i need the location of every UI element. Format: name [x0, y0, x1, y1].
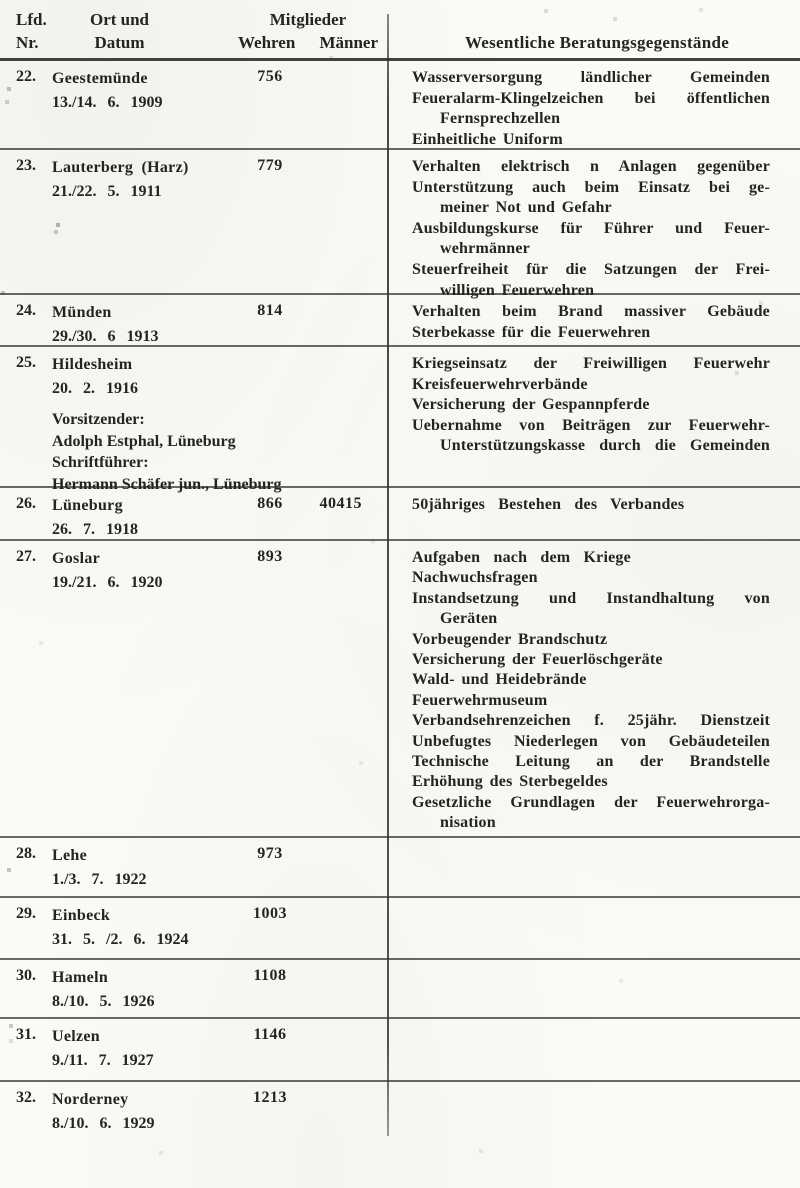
header-mitglieder-label: Mitglieder [269, 10, 347, 29]
place-date-cell [52, 1088, 374, 1135]
place-date-cell [52, 301, 374, 348]
place-name: Lüneburg [52, 497, 123, 514]
meeting-date: 9./11. 7. 1927 [52, 1051, 154, 1069]
meeting-date: 13./14. 6. 1909 [52, 93, 163, 111]
wehren-count: 1108 [253, 967, 287, 984]
header-mitglieder [238, 8, 378, 54]
header-wehren-label: Wehren [238, 33, 296, 52]
header-ort-line1: Ort und [89, 10, 150, 29]
header-lfd-nr [16, 8, 47, 54]
topics-cell [412, 157, 770, 301]
place-name: Goslar [52, 550, 101, 567]
topic-line: Technische Leitung an der Brandstelle [412, 753, 770, 771]
place-date-cell [52, 547, 374, 594]
topic-line: Einheitliche Uniform [412, 130, 563, 148]
row-number: 23. [16, 157, 36, 174]
wehren-count: 756 [257, 68, 283, 85]
topic-line: Versicherung der Feuerlöschgeräte [412, 651, 663, 669]
place-name: Geestemünde [52, 70, 148, 87]
official-line: Schriftführer: [52, 454, 149, 471]
topic-line: Ausbildungskurse für Führer und Feuer- [412, 219, 770, 237]
topic-line: Unbefugtes Niederlegen von Gebäudeteilen [412, 732, 770, 750]
topic-line: Feuerwehrmuseum [412, 691, 548, 709]
topic-line: meiner Not und Gefahr [440, 199, 612, 217]
place-date-cell [52, 966, 374, 1013]
header-beratungsgegenstaende: Wesentliche Beratungsgegenstände [464, 33, 730, 52]
meeting-date: 20. 2. 1916 [52, 379, 138, 397]
table-body [0, 61, 800, 1188]
place-date-cell [52, 156, 374, 203]
meeting-date: 21./22. 5. 1911 [52, 182, 162, 200]
place-name: Lehe [52, 847, 87, 864]
table-row [0, 295, 800, 347]
topics-cell [412, 548, 770, 834]
topic-line: Fernsprechzellen [440, 110, 561, 128]
topic-line: Kreisfeuerwehrverbände [412, 375, 588, 393]
meeting-date: 1./3. 7. 1922 [52, 870, 147, 888]
topic-line: nisation [440, 814, 496, 832]
place-name: Uelzen [52, 1028, 101, 1045]
wehren-count: 1213 [253, 1089, 287, 1106]
topic-line: Feueralarm-Klingelzeichen bei öffentlichen [412, 89, 770, 107]
topic-line: Unterstützung auch beim Einsatz bei ge- [412, 178, 770, 196]
table-row [0, 347, 800, 493]
place-name: Einbeck [52, 907, 111, 924]
row-number: 27. [16, 548, 36, 565]
topic-line: Geräten [440, 610, 498, 628]
table-row [0, 1082, 800, 1188]
wehren-count: 973 [257, 845, 283, 862]
place-date-cell [52, 67, 374, 114]
place-date-cell [52, 844, 374, 891]
topic-line: Wasserversorgung ländlicher Gemeinden [412, 69, 770, 86]
topic-line: Unterstützungskasse durch die Gemeinden [440, 437, 770, 455]
topics-cell [412, 68, 770, 150]
table-row [0, 838, 800, 898]
meeting-date: 8./10. 5. 1926 [52, 992, 155, 1010]
table-row [0, 61, 800, 150]
row-number: 24. [16, 302, 36, 319]
row-number: 32. [16, 1089, 36, 1106]
topic-line: Wald- und Heidebrände [412, 671, 587, 689]
topic-line: wehrmänner [440, 240, 530, 258]
topic-line: Gesetzliche Grundlagen der Feuerwehrorga- [412, 793, 770, 811]
meeting-date: 31. 5. /2. 6. 1924 [52, 930, 189, 948]
table-row [0, 150, 800, 299]
row-number: 26. [16, 495, 36, 512]
topic-line: Vorbeugender Brandschutz [412, 630, 608, 648]
official-line: Hermann Schäfer jun., Lüneburg [52, 475, 282, 493]
row-number: 31. [16, 1026, 36, 1043]
meeting-date: 26. 7. 1918 [52, 520, 138, 538]
topics-cell [412, 354, 770, 457]
topics-cell [412, 495, 770, 516]
official-line: Vorsitzender: [52, 411, 145, 428]
maenner-count: 40415 [319, 495, 362, 512]
wehren-count: 1003 [253, 905, 287, 922]
meeting-date: 29./30. 6 1913 [52, 327, 159, 345]
topic-line: Verhalten beim Brand massiver Gebäude [412, 303, 770, 320]
table-header [0, 0, 800, 61]
meeting-date: 19./21. 6. 1920 [52, 573, 163, 591]
row-number: 30. [16, 967, 36, 984]
table-row [0, 898, 800, 960]
place-date-cell [52, 1025, 374, 1072]
topic-line: Nachwuchsfragen [412, 569, 538, 587]
table-row [0, 488, 800, 541]
place-name: Norderney [52, 1091, 129, 1108]
topic-line: Instandsetzung und Instandhaltung von [412, 589, 770, 607]
row-number: 25. [16, 354, 36, 371]
header-ort-datum [52, 8, 187, 54]
topic-line: Steuerfreiheit für die Satzungen der Frei- [412, 260, 770, 278]
row-number: 28. [16, 845, 36, 862]
official-line: Adolph Estphal, Lüneburg [52, 432, 236, 450]
table-row [0, 1019, 800, 1082]
topic-line: Kriegseinsatz der Freiwilligen Feuerwehr [412, 355, 770, 372]
header-lfd-line2: Nr. [16, 33, 39, 52]
topic-line: 50jähriges Bestehen des Verbandes [412, 496, 685, 513]
wehren-count: 866 [257, 495, 283, 512]
place-name: Münden [52, 304, 112, 321]
topic-line: Aufgaben nach dem Kriege [412, 549, 631, 566]
place-name: Lauterberg (Harz) [52, 159, 189, 176]
place-date-cell [52, 353, 374, 495]
topic-line: Uebernahme von Beiträgen zur Feuerwehr- [412, 416, 770, 434]
wehren-count: 814 [257, 302, 283, 319]
wehren-count: 893 [257, 548, 283, 565]
table-row [0, 541, 800, 838]
table-row [0, 960, 800, 1019]
topic-line: Verhalten elektrisch n Anlagen gegenüber [412, 158, 770, 175]
topic-line: willigen Feuerwehren [440, 281, 595, 299]
header-ort-line2: Datum [94, 33, 145, 52]
meeting-date: 8./10. 6. 1929 [52, 1114, 155, 1132]
wehren-count: 779 [257, 157, 283, 174]
wehren-count: 1146 [253, 1026, 287, 1043]
row-number: 29. [16, 905, 36, 922]
topic-line: Erhöhung des Sterbegeldes [412, 773, 608, 791]
header-lfd-line1: Lfd. [16, 10, 47, 29]
place-name: Hildesheim [52, 356, 133, 373]
row-number: 22. [16, 68, 36, 85]
topic-line: Versicherung der Gespannpferde [412, 396, 650, 414]
place-date-cell [52, 904, 374, 951]
header-mitglieder-sub [238, 31, 378, 54]
topic-line: Verbandsehrenzeichen f. 25jähr. Dienstzeit [412, 712, 770, 730]
officials-block [52, 409, 374, 495]
topics-cell [412, 302, 770, 343]
header-maenner-label: Männer [319, 33, 378, 52]
place-name: Hameln [52, 969, 109, 986]
topic-line: Sterbekasse für die Feuerwehren [412, 323, 651, 341]
